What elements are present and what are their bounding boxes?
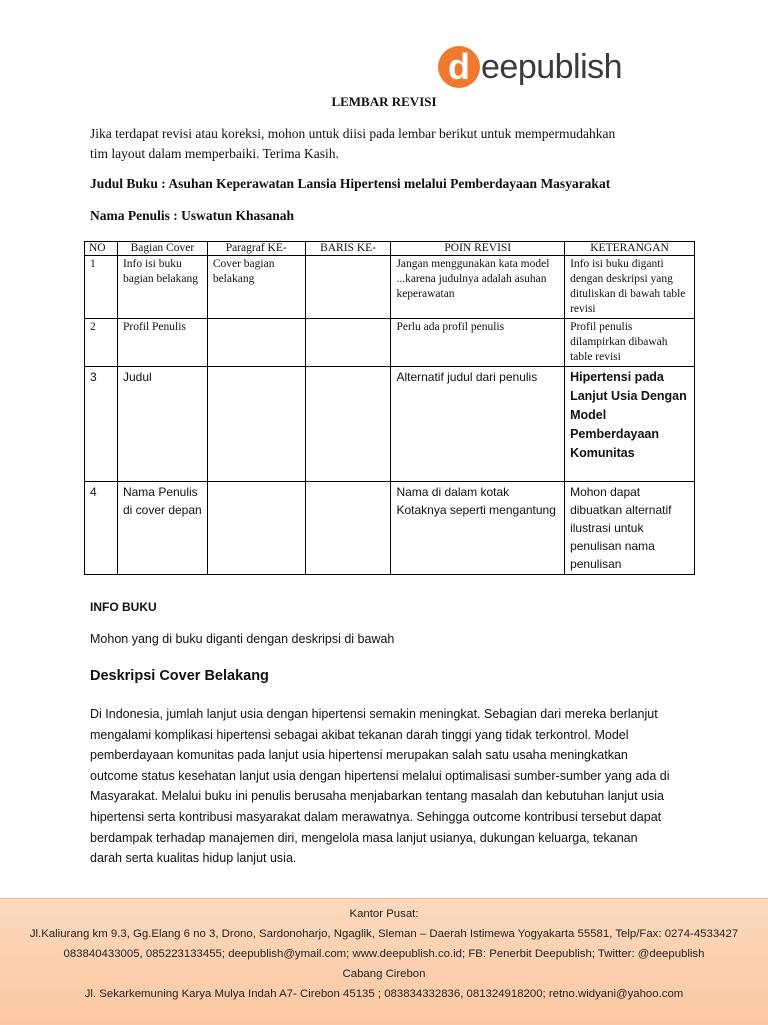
info-buku-text: Mohon yang di buku diganti dengan deskripsi di bawah (90, 632, 395, 646)
description-line: berdampak terhadap manajemen diri, mengelola masa lanjut usianya, dukungan keluarga, tekanan (90, 830, 638, 845)
cell-poin: Jangan menggunakan kata model ...karena judulnya adalah asuhan keperawatan (391, 256, 565, 319)
page-title: LEMBAR REVISI (331, 94, 437, 109)
cell-paragraf (207, 319, 305, 367)
cell-bagian: Judul (117, 367, 207, 482)
cell-paragraf (207, 482, 305, 575)
header-poin-revisi: POIN REVISI (391, 242, 565, 256)
cell-paragraf: Cover bagian belakang (207, 256, 305, 319)
footer-title: Kantor Pusat: (349, 908, 419, 920)
table-row (85, 367, 695, 482)
info-buku-heading: INFO BUKU (90, 600, 157, 614)
header-baris: BARIS KE- (305, 242, 391, 256)
cell-paragraf (207, 367, 305, 482)
cell-no: 3 (85, 367, 118, 482)
table-row (85, 482, 695, 575)
header-paragraf: Paragraf KE- (207, 242, 305, 256)
footer-branch: Cabang Cirebon (342, 968, 426, 980)
description-paragraph (90, 704, 690, 869)
cell-bagian: Profil Penulis (117, 319, 207, 367)
table-header-row (85, 242, 695, 256)
table-row (85, 256, 695, 319)
description-line: hipertensi serta kontribusi masyarakat dalam merawatnya. Sehingga outcome kontribusi tersebut dapat (90, 809, 662, 824)
description-line: outcome status kesehatan lanjut usia dengan hipertensi melalui optimalisasi sumber-sumber yang ada di (90, 768, 670, 783)
intro-paragraph (90, 124, 690, 164)
cell-poin: Nama di dalam kotak Kotaknya seperti mengantung (391, 482, 565, 575)
deepublish-logo (438, 44, 622, 90)
intro-line: Jika terdapat revisi atau koreksi, mohon untuk diisi pada lembar berikut untuk mempermudahkan (90, 126, 616, 141)
cell-keterangan: Info isi buku diganti dengan deskripsi yang dituliskan di bawah table revisi (565, 256, 695, 319)
logo-text: eepublish (481, 47, 623, 86)
cell-no: 4 (85, 482, 118, 575)
cell-baris (305, 256, 391, 319)
description-line: Masyarakat. Melalui buku ini penulis berusaha menjabarkan tentang masalah dan kebutuhan lanjut usia (90, 789, 664, 804)
description-line: Di Indonesia, jumlah lanjut usia dengan hipertensi semakin meningkat. Sebagian dari mereka berlanjut (90, 707, 658, 721)
cell-bagian: Info isi buku bagian belakang (117, 256, 207, 319)
logo-mark: d (438, 46, 480, 88)
description-line: pemberdayaan komunitas pada lanjut usia hipertensi merupakan salah satu usaha meningkatkan (90, 748, 628, 763)
cell-baris (305, 319, 391, 367)
cell-keterangan: Hipertensi pada Lanjut Usia Dengan Model Pemberdayaan Komunitas (565, 367, 695, 482)
header-no: NO (85, 242, 118, 256)
cell-no: 1 (85, 256, 118, 319)
cell-poin: Alternatif judul dari penulis (391, 367, 565, 482)
header-bagian-cover: Bagian Cover (117, 242, 207, 256)
footer (0, 898, 768, 1025)
cell-keterangan: Mohon dapat dibuatkan alternatif ilustrasi untuk penulisan nama penulisan (565, 482, 695, 575)
description-line: mengalami komplikasi hipertensi sebagai akibat tekanan darah tinggi yang tidak terkontrol. Model (90, 727, 629, 742)
intro-line: tim layout dalam memperbaiki. Terima Kasih. (90, 146, 339, 161)
footer-contacts: 083840433005, 085223133455; deepublish@ymail.com; www.deepublish.co.id; FB: Penerbit Deepublish; Twitter: @deepublish (63, 948, 705, 960)
cell-no: 2 (85, 319, 118, 367)
description-heading: Deskripsi Cover Belakang (90, 668, 269, 684)
footer-address: Jl.Kaliurang km 9.3, Gg.Elang 6 no 3, Drono, Sardonoharjo, Ngaglik, Sleman – Daerah Istimewa Yogyakarta 55581, Telp/Fax: 0274-4533427 (29, 928, 739, 940)
header-keterangan: KETERANGAN (565, 242, 695, 256)
table-row (85, 319, 695, 367)
cell-bagian: Nama Penulis di cover depan (117, 482, 207, 575)
description-line: darah serta kualitas hidup lanjut usia. (90, 851, 297, 866)
cell-keterangan: Profil penulis dilampirkan dibawah table revisi (565, 319, 695, 367)
cell-baris (305, 367, 391, 482)
book-title: Judul Buku : Asuhan Keperawatan Lansia Hipertensi melalui Pemberdayaan Masyarakat (90, 176, 611, 191)
cell-baris (305, 482, 391, 575)
revision-table (84, 241, 695, 575)
author-name: Nama Penulis : Uswatun Khasanah (90, 208, 295, 223)
cell-poin: Perlu ada profil penulis (391, 319, 565, 367)
footer-branch-address: Jl. Sekarkemuning Karya Mulya Indah A7- Cirebon 45135 ; 083834332836, 081324918200; retno.widyani@yahoo.com (84, 988, 684, 1000)
